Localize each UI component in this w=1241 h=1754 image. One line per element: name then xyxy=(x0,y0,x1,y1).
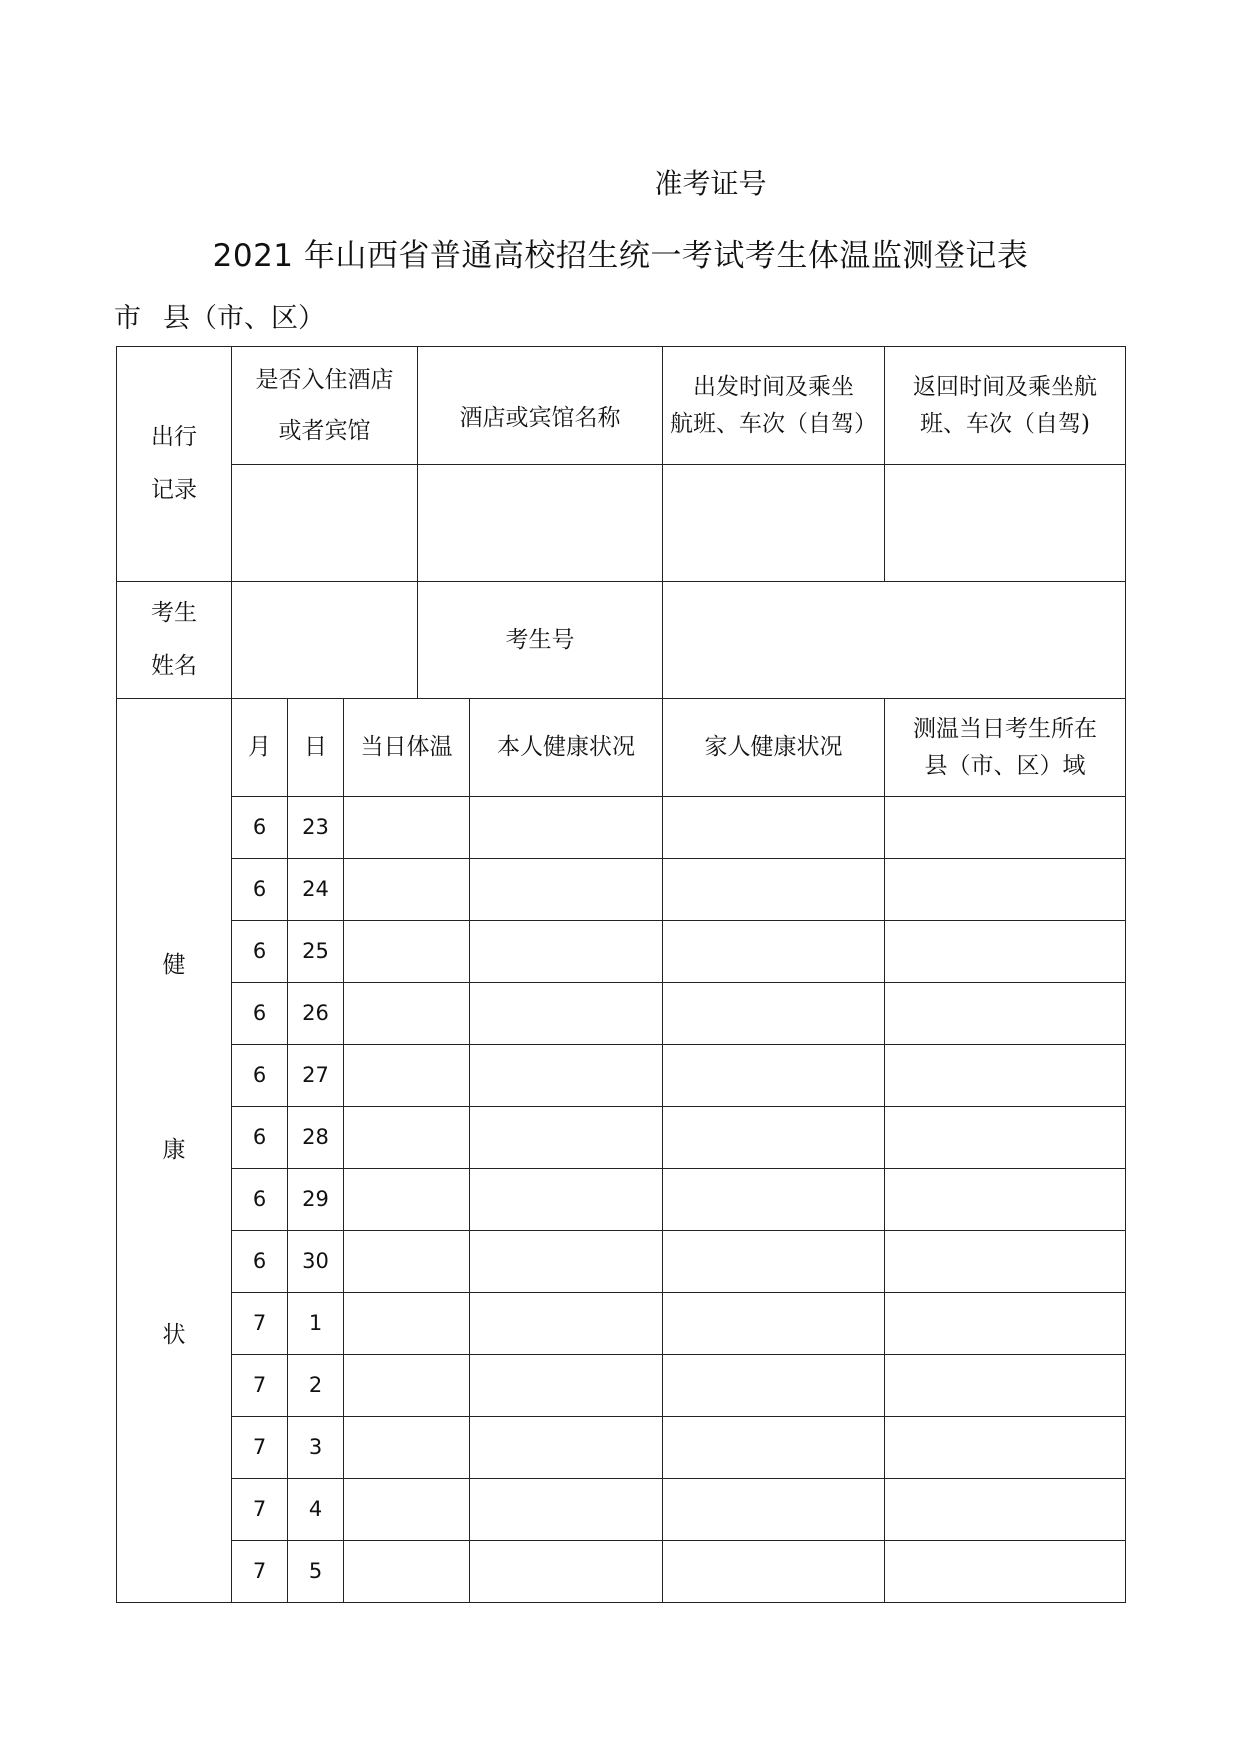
family-health-cell[interactable] xyxy=(663,1541,885,1603)
county-label: 县（市、区） xyxy=(163,303,325,334)
family-health-cell[interactable] xyxy=(663,859,885,921)
departure-header: 出发时间及乘坐 航班、车次（自驾） xyxy=(663,347,885,465)
departure-input[interactable] xyxy=(663,465,885,582)
table-row xyxy=(117,983,1126,1045)
day-cell: 27 xyxy=(288,1045,344,1107)
family-health-cell[interactable] xyxy=(663,1107,885,1169)
self-health-cell[interactable] xyxy=(470,1169,663,1231)
day-cell: 30 xyxy=(288,1231,344,1293)
family-health-cell[interactable] xyxy=(663,1045,885,1107)
month-cell: 7 xyxy=(232,1479,288,1541)
candidate-name-input[interactable] xyxy=(232,582,418,699)
family-health-cell[interactable] xyxy=(663,1479,885,1541)
family-health-cell[interactable] xyxy=(663,1293,885,1355)
table-row xyxy=(117,1479,1126,1541)
temperature-cell[interactable] xyxy=(344,1355,470,1417)
temperature-log-table xyxy=(116,346,1126,1603)
family-health-cell[interactable] xyxy=(663,983,885,1045)
temperature-cell[interactable] xyxy=(344,797,470,859)
family-health-cell[interactable] xyxy=(663,1231,885,1293)
self-health-cell[interactable] xyxy=(470,1541,663,1603)
self-health-cell[interactable] xyxy=(470,1417,663,1479)
table-row xyxy=(117,1293,1126,1355)
exam-number-label: 准考证号 xyxy=(654,167,767,200)
location-cell[interactable] xyxy=(885,859,1126,921)
table-row xyxy=(117,1107,1126,1169)
travel-record-label: 出行 记录 xyxy=(117,347,232,582)
location-cell[interactable] xyxy=(885,797,1126,859)
self-health-cell[interactable] xyxy=(470,1107,663,1169)
temperature-cell[interactable] xyxy=(344,1231,470,1293)
location-cell[interactable] xyxy=(885,1355,1126,1417)
temperature-cell[interactable] xyxy=(344,1107,470,1169)
month-cell: 7 xyxy=(232,1293,288,1355)
month-cell: 6 xyxy=(232,921,288,983)
self-health-cell[interactable] xyxy=(470,1355,663,1417)
candidate-number-input[interactable] xyxy=(663,582,1126,699)
temperature-header: 当日体温 xyxy=(344,699,470,797)
table-row xyxy=(117,921,1126,983)
hotel-stay-header: 是否入住酒店 或者宾馆 xyxy=(232,347,418,465)
month-cell: 6 xyxy=(232,1107,288,1169)
temperature-cell[interactable] xyxy=(344,1293,470,1355)
location-cell[interactable] xyxy=(885,1107,1126,1169)
temperature-cell[interactable] xyxy=(344,1417,470,1479)
month-cell: 6 xyxy=(232,859,288,921)
hotel-stay-input[interactable] xyxy=(232,465,418,582)
self-health-cell[interactable] xyxy=(470,1293,663,1355)
candidate-number-label: 考生号 xyxy=(418,582,663,699)
city-label: 市 xyxy=(114,303,141,334)
table-row xyxy=(117,1417,1126,1479)
day-cell: 3 xyxy=(288,1417,344,1479)
family-health-cell[interactable] xyxy=(663,921,885,983)
return-input[interactable] xyxy=(885,465,1126,582)
table-row xyxy=(117,1355,1126,1417)
location-cell[interactable] xyxy=(885,1417,1126,1479)
month-cell: 7 xyxy=(232,1417,288,1479)
month-cell: 6 xyxy=(232,1045,288,1107)
day-cell: 28 xyxy=(288,1107,344,1169)
document-title: 2021 年山西省普通高校招生统一考试考生体温监测登记表 xyxy=(212,238,1029,274)
temperature-cell[interactable] xyxy=(344,921,470,983)
month-cell: 6 xyxy=(232,797,288,859)
self-health-cell[interactable] xyxy=(470,1045,663,1107)
self-health-cell[interactable] xyxy=(470,1231,663,1293)
location-cell[interactable] xyxy=(885,921,1126,983)
day-cell: 25 xyxy=(288,921,344,983)
self-health-cell[interactable] xyxy=(470,859,663,921)
day-cell: 1 xyxy=(288,1293,344,1355)
self-health-cell[interactable] xyxy=(470,983,663,1045)
location-cell[interactable] xyxy=(885,1231,1126,1293)
month-cell: 6 xyxy=(232,1169,288,1231)
day-cell: 29 xyxy=(288,1169,344,1231)
temperature-cell[interactable] xyxy=(344,1169,470,1231)
day-header: 日 xyxy=(288,699,344,797)
location-cell[interactable] xyxy=(885,1541,1126,1603)
temperature-cell[interactable] xyxy=(344,1045,470,1107)
family-health-cell[interactable] xyxy=(663,1417,885,1479)
family-health-cell[interactable] xyxy=(663,1355,885,1417)
day-cell: 2 xyxy=(288,1355,344,1417)
return-header: 返回时间及乘坐航 班、车次（自驾) xyxy=(885,347,1126,465)
location-cell[interactable] xyxy=(885,1045,1126,1107)
family-health-header: 家人健康状况 xyxy=(663,699,885,797)
day-cell: 4 xyxy=(288,1479,344,1541)
candidate-name-label: 考生 姓名 xyxy=(117,582,232,699)
day-cell: 5 xyxy=(288,1541,344,1603)
temperature-cell[interactable] xyxy=(344,1541,470,1603)
location-cell[interactable] xyxy=(885,1293,1126,1355)
table-row xyxy=(117,1541,1126,1603)
self-health-cell[interactable] xyxy=(470,921,663,983)
table-row xyxy=(117,1045,1126,1107)
month-header: 月 xyxy=(232,699,288,797)
location-cell[interactable] xyxy=(885,1169,1126,1231)
location-cell[interactable] xyxy=(885,1479,1126,1541)
table-row xyxy=(117,797,1126,859)
table-row xyxy=(117,1169,1126,1231)
temperature-cell[interactable] xyxy=(344,1479,470,1541)
month-cell: 6 xyxy=(232,983,288,1045)
location-header: 测温当日考生所在 县（市、区）域 xyxy=(885,699,1126,797)
family-health-cell[interactable] xyxy=(663,797,885,859)
self-health-cell[interactable] xyxy=(470,1479,663,1541)
health-status-label: 健 康 状 xyxy=(117,699,232,1603)
hotel-name-input[interactable] xyxy=(418,465,663,582)
month-cell: 7 xyxy=(232,1355,288,1417)
day-cell: 24 xyxy=(288,859,344,921)
self-health-header: 本人健康状况 xyxy=(470,699,663,797)
month-cell: 6 xyxy=(232,1231,288,1293)
table-row xyxy=(117,859,1126,921)
hotel-name-header: 酒店或宾馆名称 xyxy=(418,347,663,465)
temperature-cell[interactable] xyxy=(344,983,470,1045)
temperature-cell[interactable] xyxy=(344,859,470,921)
region-line xyxy=(114,296,325,335)
self-health-cell[interactable] xyxy=(470,797,663,859)
day-cell: 23 xyxy=(288,797,344,859)
day-cell: 26 xyxy=(288,983,344,1045)
month-cell: 7 xyxy=(232,1541,288,1603)
table-row xyxy=(117,1231,1126,1293)
location-cell[interactable] xyxy=(885,983,1126,1045)
family-health-cell[interactable] xyxy=(663,1169,885,1231)
